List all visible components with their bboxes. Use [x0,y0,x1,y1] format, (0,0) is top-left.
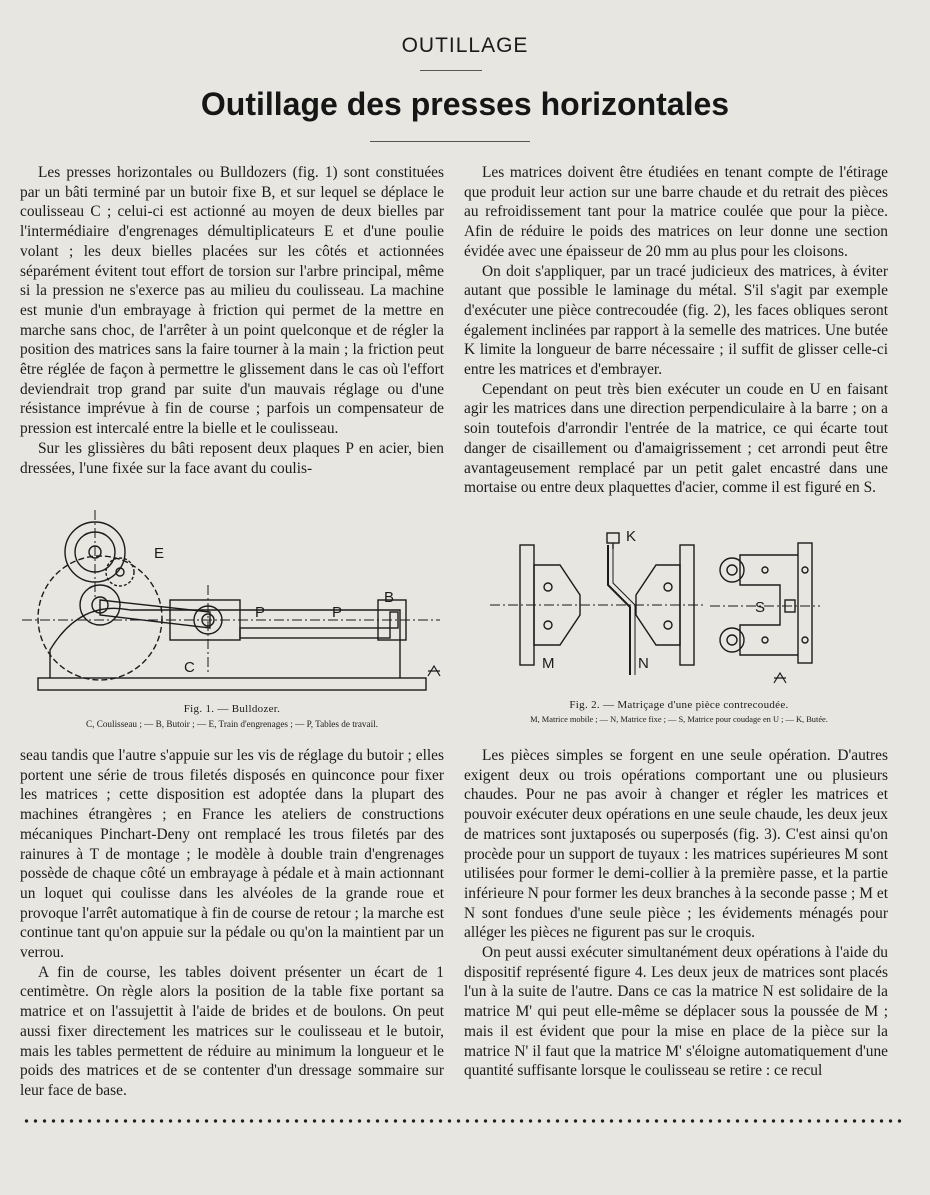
machine-frame [50,608,400,678]
footer-dotted-rule [22,1118,902,1124]
page-title: Outillage des presses horizontales [200,86,730,122]
paragraph: On doit s'appliquer, par un tracé judicieux des matrices, à éviter autant que possible le laminage du métal. S'il s'agit par exemple d'exécuter une pièce contrecoudée (fig. 2), les faces obliques seront également inclinées par rapport à la semelle des matrices. Une butée K limite la longueur de barre nécessaire ; il suffit de glisser celle-ci entre les matrices et d'embrayer. [464,262,888,379]
engraver-mark [428,666,440,676]
work-table [240,628,390,638]
paragraph: Cependant on peut très bien exécuter un coude en U en faisant agir les matrices dans une direction perpendiculaire à la barre ; on a soin toutefois d'arrondir l'entrée de la matrice, ce qui écarte tout danger de cisaillement ou d'amaigrissement ; cet arrondi peut être avantageusement remplacé par un petit galet encastré dans une mortaise ou entre deux plaquettes d'acier, comme il est figuré en S. [464,380,888,497]
butee-k [607,533,619,543]
paragraph: A fin de course, les tables doivent présenter un écart de 1 centimètre. On règle alors la position de la table fixe portant sa matrice et on l'assujettit à l'aide de brides et de boulons. On peut aussi fixer directement les matrices sur le coulisseau et le butoir, mais les tables permettent de réduire au minimum la longueur et le poids des matrices et de se contenter d'un dressage sommaire sur leur face de base. [20,963,444,1099]
left-column-top [20,163,444,478]
bar-piece [608,545,630,675]
figure-1-legend: C, Coulisseau ; — B, Butoir ; — E, Train d'engrenages ; — P, Tables de travail. [85,719,378,729]
paragraph: seau tandis que l'autre s'appuie sur les vis de réglage du butoir ; elles portent une série de trous filetés disposés en quinconce pour fixer les matrices ; cette disposition est adoptée dans la plupart des machines étrangères ; en France les ateliers de constructions mécaniques Pinchart-Deny ont remplacé les trous filetés par des rainures à T de montage ; le modèle à double train d'engrenages possède de chaque côté un embrayage à pédale et à main actionnant un loquet qui coulisse dans les alvéoles de la grande roue et provoque l'arrêt automatique à fin de course de retour ; la marche est continue tant qu'on appuie sur la pédale ou qu'on la maintient par un verrou. [20,747,444,962]
paragraph: Les presses horizontales ou Bulldozers (fig. 1) sont constituées par un bâti terminé par un butoir fixe B, et sur lequel se déplace le coulisseau C ; celui-ci est actionné au moyen de deux bielles par l'intermédiaire d'engrenages démultiplicateurs E et d'une poulie volant ; les deux bielles placées sur les côtés et actionnées séparément évitent tout effort de torsion sur l'arbre principal, même si la pression ne s'exerce pas au milieu du coulisseau. La machine est munie d'un embrayage à friction qui permet de la mettre en marche sans choc, de l'arrêter à un point quelconque et de régler la position des matrices sans la faire tourner à la main ; la friction peut être réglée de façon à permettre le glissement dans le cas où l'effort deviendrait trop grand par suite d'un mauvais réglage ou d'une résistance imprévue à fin de course ; parfois un compensateur de pression est intercalé entre la bielle et le coulisseau. [20,164,444,438]
right-column-top [464,163,888,498]
paragraph: Les matrices doivent être étudiées en tenant compte de l'étirage que produit leur action sur une barre chaude et du retrait des pièces au refroidissement tant pour la matrice coulée que pour la pièce. Afin de réduire le poids des matrices on leur donne une section évidée avec une épaisseur de 20 mm au plus pour les cloisons. [464,164,888,260]
label-S: S [755,599,766,616]
paragraph: On peut aussi exécuter simultanément deux opérations à l'aide du dispositif représenté figure 4. Les deux jeux de matrices sont placés l'un à la suite de l'autre. Dans ce cas la matrice N est solidaire de la matrice M' qui peut elle-même se déplacer sous la poussée de M ; mais il est évident que pour la mise en place de la pièce sur la matrice N' il faut que la matrice M' s'éloigne automatiquement d'une quantité suffisante lorsque le coulisseau se retire : ce recul [464,944,888,1080]
label-B: B [384,589,395,606]
paragraph: Sur les glissières du bâti reposent deux plaques P en acier, bien dressées, l'une fixée sur la face avant du coulis- [20,439,444,477]
gear-small [106,558,134,586]
right-column-bottom [464,746,888,1081]
label-P1: P [255,604,266,621]
large-wheel [38,556,162,680]
figure-2-caption [464,699,894,724]
figure-1-title: Fig. 1. — Bulldozer. [183,703,281,715]
label-N: N [638,655,649,672]
label-M: M [542,655,555,672]
figure-2-matricage [480,525,880,695]
engraver-mark-2 [774,673,786,683]
title-rule [370,141,530,142]
section-header: OUTILLAGE [401,34,529,57]
connecting-rod [100,600,210,628]
figure-1-bulldozer [20,500,444,700]
left-column-bottom [20,746,444,1101]
label-K: K [626,528,637,545]
figure-2-legend: M, Matrice mobile ; — N, Matrice fixe ; — S, Matrice pour coudage en U ; — K, Butée. [530,715,828,724]
matrix-s [740,555,798,655]
label-P2: P [332,604,343,621]
matrix-s-base [798,543,812,663]
label-C: C [184,659,195,676]
figure-1-caption [20,703,444,729]
header-rule [420,70,482,71]
paragraph: Les pièces simples se forgent en une seule opération. D'autres exigent deux ou trois opérations comportant une ou plusieurs chaudes. Pour ne pas avoir à changer et régler les matrices et pouvoir exécuter deux opérations en une seule chaude, les deux jeux de matrices sont juxtaposés ou superposés (fig. 3). C'est ainsi qu'on procède pour un support de tuyaux : les matrices supérieures M sont utilisées pour former le demi-collier à la première passe, et la partie inférieure N pour former les deux branches à la seconde passe ; M et N sont fondues d'une seule pièce ; les évidements ménagés pour alléger les pièces ne figurent pas sur le croquis. [464,747,888,942]
label-E: E [154,545,165,562]
figure-2-title: Fig. 2. — Matriçage d'une pièce contrecoudée. [569,699,789,711]
